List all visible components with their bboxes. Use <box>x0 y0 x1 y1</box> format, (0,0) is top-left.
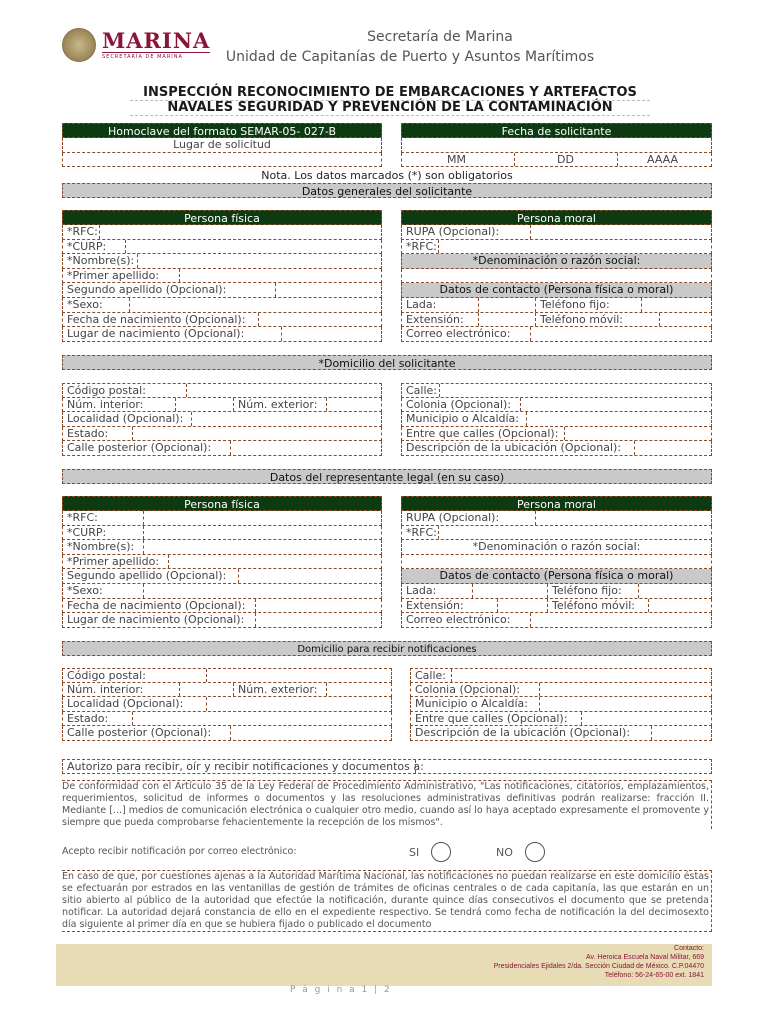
rep-fecha-nacimiento-field[interactable]: Fecha de nacimiento (Opcional): <box>62 599 382 614</box>
localidad-field[interactable]: Localidad (Opcional): <box>62 412 382 427</box>
denominacion-bar: *Denominación o razón social: <box>401 254 712 269</box>
notif-entre-calles-field[interactable]: Entre que calles (Opcional): <box>410 712 712 727</box>
brand-name: MARINA <box>102 28 211 53</box>
title-line-2: NAVALES SEGURIDAD Y PREVENCIÓN DE LA CONTAMINACIÓN <box>130 101 650 116</box>
brand-subtitle: SECRETARÍA DE MARINA <box>102 52 210 60</box>
domicilio-notificaciones-bar: Domicilio para recibir notificaciones <box>62 641 712 656</box>
dd-label: DD <box>557 152 574 166</box>
unidad-label: Unidad de Capitanías de Puerto y Asuntos Marítimos <box>225 49 595 65</box>
acepto-correo-label: Acepto recibir notificación por correo electrónico: <box>62 846 297 857</box>
lada-telefono-row[interactable]: Lada: Teléfono fijo: <box>401 298 712 313</box>
notif-num-interior-field[interactable]: Núm. interior: Núm. exterior: <box>62 683 392 698</box>
contact-city: Presidenciales Ejidales 2/da. Sección Ciudad de México. C.P.04470 <box>493 963 704 970</box>
notif-localidad-field[interactable]: Localidad (Opcional): <box>62 697 392 712</box>
mm-label: MM <box>447 152 466 166</box>
fecha-input[interactable] <box>401 138 712 153</box>
notif-descripcion-field[interactable]: Descripción de la ubicación (Opcional): <box>410 726 712 741</box>
domicilio-solicitante-bar: *Domicilio del solicitante <box>62 355 712 370</box>
notif-estado-field[interactable]: Estado: <box>62 712 392 727</box>
contact-phone: Teléfono: 56-24-65-00 ext. 1841 <box>604 972 704 979</box>
rep-lada-telefono-row[interactable]: Lada: Teléfono fijo: <box>401 584 712 599</box>
no-radio[interactable] <box>525 842 545 862</box>
si-radio[interactable] <box>431 842 451 862</box>
national-seal-icon <box>62 28 96 62</box>
sexo-field[interactable]: *Sexo: <box>62 298 382 313</box>
notif-calle-field[interactable]: Calle: <box>410 668 712 683</box>
rep-sexo-field[interactable]: *Sexo: <box>62 584 382 599</box>
acepto-correo-row <box>62 840 712 866</box>
notif-municipio-field[interactable]: Municipio o Alcaldía: <box>410 697 712 712</box>
nota-obligatorios: Nota. Los datos marcados (*) son obligatorios <box>261 169 513 182</box>
footer-band <box>56 944 712 986</box>
persona-moral-title: Persona moral <box>401 210 712 225</box>
extension-movil-row[interactable]: Extensión: Teléfono móvil: <box>401 313 712 328</box>
lugar-solicitud-input[interactable] <box>62 153 382 168</box>
rep-curp-field[interactable]: *CURP: <box>62 526 382 541</box>
rep-nombre-field[interactable]: *Nombre(s): <box>62 540 382 555</box>
rep-primer-apellido-field[interactable]: *Primer apellido: <box>62 555 382 570</box>
estrados-paragraph: En caso de que, por cuestiones ajenas a la Autoridad Marítima Nacional, las notificaciones no puedan realizarse en este domicilio éstas se efectuarán por estrados en las ventanillas de gestión de trámites de oficinas centrales o de cada capitanía, las que estarán en un sitio abierto al público de la autoridad que efectúe la notificación, durante quince días consecutivos el documento que se pretenda notificar. La autoridad dejará constancia de ello en el expediente respectivo. Se tendrá como fecha de notificación la del decimosexto día siguiente al primer día en que se hubiera fijado o publicado el documento <box>62 870 712 932</box>
si-label: SI <box>409 846 420 859</box>
codigo-postal-field[interactable]: Código postal: <box>62 383 382 398</box>
rep-persona-fisica-title: Persona física <box>62 496 382 511</box>
rep-persona-moral-title: Persona moral <box>401 496 712 511</box>
marina-logo <box>62 28 210 62</box>
persona-fisica-title: Persona física <box>62 210 382 225</box>
notif-codigo-postal-field[interactable]: Código postal: <box>62 668 392 683</box>
aaaa-label: AAAA <box>647 152 679 166</box>
datos-contacto-bar: Datos de contacto (Persona física o moral) <box>401 283 712 298</box>
notif-domicilio-left <box>62 668 392 741</box>
notif-colonia-field[interactable]: Colonia (Opcional): <box>410 683 712 698</box>
rep-rfc-field[interactable]: *RFC: <box>62 511 382 526</box>
notif-calle-posterior-field[interactable]: Calle posterior (Opcional): <box>62 726 392 741</box>
nombre-field[interactable]: *Nombre(s): <box>62 254 382 269</box>
representante-bar: Datos del representante legal (en su caso) <box>62 469 712 484</box>
persona-moral-section <box>401 210 712 342</box>
fecha-parts-row <box>401 153 712 168</box>
secretaria-label: Secretaría de Marina <box>367 29 513 45</box>
estado-field[interactable]: Estado: <box>62 427 382 442</box>
lugar-solicitud-field[interactable]: Lugar de solicitud <box>62 138 382 153</box>
datos-generales-bar: Datos generales del solicitante <box>62 183 712 198</box>
rupa-field[interactable]: RUPA (Opcional): <box>401 225 712 240</box>
no-label: NO <box>496 846 513 859</box>
fecha-nacimiento-field[interactable]: Fecha de nacimiento (Opcional): <box>62 313 382 328</box>
domicilio-left <box>62 383 382 456</box>
moral-rfc-field[interactable]: *RFC: <box>401 240 712 255</box>
rep-extension-movil-row[interactable]: Extensión: Teléfono móvil: <box>401 599 712 614</box>
primer-apellido-field[interactable]: *Primer apellido: <box>62 269 382 284</box>
title-line-1: INSPECCIÓN RECONOCIMIENTO DE EMBARCACIONES Y ARTEFACTOS <box>130 86 650 101</box>
rfc-field[interactable]: *RFC: <box>62 225 382 240</box>
denominacion-input[interactable] <box>401 269 712 284</box>
rep-lugar-nacimiento-field[interactable]: Lugar de nacimiento (Opcional): <box>62 613 382 628</box>
fecha-solicitante-bar: Fecha de solicitante <box>401 123 712 138</box>
contact-block <box>494 944 704 980</box>
rep-moral-rfc-field[interactable]: *RFC: <box>401 526 712 541</box>
segundo-apellido-field[interactable]: Segundo apellido (Opcional): <box>62 283 382 298</box>
descripcion-field[interactable]: Descripción de la ubicación (Opcional): <box>401 441 712 456</box>
lugar-nacimiento-field[interactable]: Lugar de nacimiento (Opcional): <box>62 327 382 342</box>
rep-denominacion-label: *Denominación o razón social: <box>401 540 712 555</box>
contact-address: Av. Heroica Escuela Naval Militar, 669 <box>585 954 704 961</box>
articulo-35-paragraph: De conformidad con el Artículo 35 de la Ley Federal de Procedimiento Administrativo, "Las notificaciones, citatorios, emplazamientos, requerimientos, solicitud de informes o documentos y las resoluciones administrativas definitivas podrán realizarse: fracción II. Mediante [...] medios de comunicación electrónica o cualquier otro medio, cuando así lo haya aceptado expresamente el promovente y siempre que pueda comprobarse fehacientemente la recepción de los mismos". <box>62 780 712 829</box>
page-number: P á g i n a 1 | 2 <box>290 985 392 995</box>
rep-segundo-apellido-field[interactable]: Segundo apellido (Opcional): <box>62 569 382 584</box>
rep-correo-field[interactable]: Correo electrónico: <box>401 613 712 628</box>
colonia-field[interactable]: Colonia (Opcional): <box>401 398 712 413</box>
correo-field[interactable]: Correo electrónico: <box>401 327 712 342</box>
rep-datos-contacto-bar: Datos de contacto (Persona física o moral) <box>401 569 712 584</box>
rep-denominacion-input[interactable] <box>401 555 712 570</box>
notif-domicilio-right <box>410 668 712 741</box>
entre-calles-field[interactable]: Entre que calles (Opcional): <box>401 427 712 442</box>
contact-heading: Contacto: <box>674 945 704 952</box>
calle-field[interactable]: Calle: <box>401 383 712 398</box>
persona-fisica-section <box>62 210 382 342</box>
calle-posterior-field[interactable]: Calle posterior (Opcional): <box>62 441 382 456</box>
homoclave-bar: Homoclave del formato SEMAR-05- 027-B <box>62 123 382 138</box>
rep-persona-moral-section <box>401 496 712 628</box>
autorizo-field[interactable]: Autorizo para recibir, oír y recibir notificaciones y documentos a: <box>62 759 712 774</box>
domicilio-right <box>401 383 712 456</box>
num-interior-field[interactable]: Núm. interior: Núm. exterior: <box>62 398 382 413</box>
rep-persona-fisica-section <box>62 496 382 628</box>
municipio-field[interactable]: Municipio o Alcaldía: <box>401 412 712 427</box>
curp-field[interactable]: *CURP: <box>62 240 382 255</box>
form-title <box>70 86 710 116</box>
rep-rupa-field[interactable]: RUPA (Opcional): <box>401 511 712 526</box>
